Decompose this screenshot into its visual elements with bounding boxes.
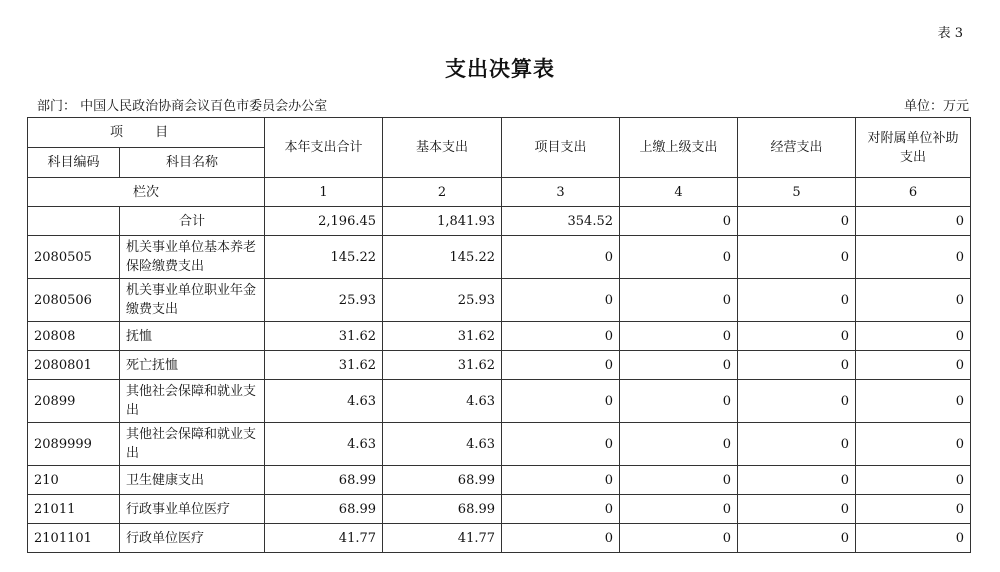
row-name: 死亡抚恤: [120, 351, 265, 380]
row-value: 145.22: [265, 236, 383, 279]
row-value: 0: [502, 351, 620, 380]
total-value: 0: [620, 207, 738, 236]
row-value: 4.63: [265, 423, 383, 466]
unit-label: 单位：万元: [903, 99, 969, 114]
total-row: [28, 207, 971, 236]
row-name: 机关事业单位基本养老保险缴费支出: [120, 236, 265, 279]
row-value: 68.99: [383, 466, 502, 495]
table-number: 表 3: [937, 26, 963, 41]
row-value: 0: [620, 380, 738, 423]
total-value: 0: [856, 207, 971, 236]
row-value: 0: [620, 279, 738, 322]
row-code: 2080801: [28, 351, 120, 380]
row-value: 31.62: [265, 351, 383, 380]
row-value: 0: [502, 423, 620, 466]
row-value: 41.77: [265, 524, 383, 553]
table-row: [28, 466, 971, 495]
header-business: 经营支出: [738, 118, 856, 178]
row-value: 0: [738, 351, 856, 380]
total-value: 0: [738, 207, 856, 236]
row-name: 抚恤: [120, 322, 265, 351]
row-code: 2089999: [28, 423, 120, 466]
row-value: 0: [738, 423, 856, 466]
row-code: 2101101: [28, 524, 120, 553]
total-value: 2,196.45: [265, 207, 383, 236]
row-code: 2080506: [28, 279, 120, 322]
total-value: 354.52: [502, 207, 620, 236]
row-value: 0: [738, 236, 856, 279]
column-index-1: 1: [265, 178, 383, 207]
row-value: 0: [738, 524, 856, 553]
row-code: 2080505: [28, 236, 120, 279]
column-index-label: 栏次: [28, 178, 265, 207]
column-index-2: 2: [383, 178, 502, 207]
row-value: 4.63: [383, 423, 502, 466]
table-row: [28, 495, 971, 524]
row-code: 20808: [28, 322, 120, 351]
table-row: [28, 279, 971, 322]
total-label: 合计: [120, 207, 265, 236]
row-value: 0: [620, 524, 738, 553]
row-value: 0: [856, 351, 971, 380]
row-value: 41.77: [383, 524, 502, 553]
header-project: 项目支出: [502, 118, 620, 178]
column-index-row: [28, 178, 971, 207]
row-value: 0: [620, 351, 738, 380]
row-value: 0: [856, 423, 971, 466]
row-code: 20899: [28, 380, 120, 423]
table-row: [28, 380, 971, 423]
row-value: 31.62: [383, 351, 502, 380]
table-row: [28, 423, 971, 466]
row-value: 0: [738, 380, 856, 423]
row-name: 其他社会保障和就业支出: [120, 380, 265, 423]
row-value: 25.93: [383, 279, 502, 322]
header-superior: 上缴上级支出: [620, 118, 738, 178]
row-value: 0: [738, 322, 856, 351]
row-value: 0: [620, 495, 738, 524]
row-value: 0: [856, 524, 971, 553]
header-row-1: [28, 118, 971, 148]
row-value: 68.99: [265, 466, 383, 495]
row-value: 68.99: [265, 495, 383, 524]
row-value: 0: [738, 495, 856, 524]
row-value: 0: [620, 236, 738, 279]
department-label: 部门： 中国人民政治协商会议百色市委员会办公室: [37, 99, 328, 114]
column-index-6: 6: [856, 178, 971, 207]
table-row: [28, 351, 971, 380]
row-value: 0: [856, 322, 971, 351]
row-value: 0: [738, 279, 856, 322]
header-basic: 基本支出: [383, 118, 502, 178]
row-value: 0: [502, 380, 620, 423]
row-value: 0: [502, 236, 620, 279]
row-value: 31.62: [265, 322, 383, 351]
table-row: [28, 322, 971, 351]
header-name: 科目名称: [120, 148, 265, 178]
header-code: 科目编码: [28, 148, 120, 178]
total-code-cell: [28, 207, 120, 236]
table-row: [28, 524, 971, 553]
total-value: 1,841.93: [383, 207, 502, 236]
row-name: 卫生健康支出: [120, 466, 265, 495]
row-value: 0: [620, 423, 738, 466]
row-value: 31.62: [383, 322, 502, 351]
row-value: 0: [738, 466, 856, 495]
row-name: 其他社会保障和就业支出: [120, 423, 265, 466]
row-value: 0: [856, 495, 971, 524]
row-value: 145.22: [383, 236, 502, 279]
column-index-4: 4: [620, 178, 738, 207]
row-value: 0: [856, 236, 971, 279]
row-value: 25.93: [265, 279, 383, 322]
row-value: 0: [502, 466, 620, 495]
header-item-group: 项 目: [28, 118, 265, 148]
row-value: 0: [620, 322, 738, 351]
column-index-5: 5: [738, 178, 856, 207]
row-code: 21011: [28, 495, 120, 524]
expenditure-table: [27, 117, 971, 553]
row-value: 4.63: [265, 380, 383, 423]
header-subsidiary: 对附属单位补助支出: [856, 118, 971, 178]
row-name: 机关事业单位职业年金缴费支出: [120, 279, 265, 322]
row-value: 0: [502, 322, 620, 351]
column-index-3: 3: [502, 178, 620, 207]
row-value: 0: [856, 380, 971, 423]
row-value: 4.63: [383, 380, 502, 423]
table-row: [28, 236, 971, 279]
row-value: 0: [856, 466, 971, 495]
row-code: 210: [28, 466, 120, 495]
row-value: 0: [502, 495, 620, 524]
page-title: 支出决算表: [445, 56, 555, 81]
row-name: 行政单位医疗: [120, 524, 265, 553]
row-value: 0: [620, 466, 738, 495]
header-total: 本年支出合计: [265, 118, 383, 178]
meta-line: [37, 95, 969, 114]
row-value: 0: [502, 524, 620, 553]
row-value: 0: [502, 279, 620, 322]
row-name: 行政事业单位医疗: [120, 495, 265, 524]
row-value: 0: [856, 279, 971, 322]
row-value: 68.99: [383, 495, 502, 524]
